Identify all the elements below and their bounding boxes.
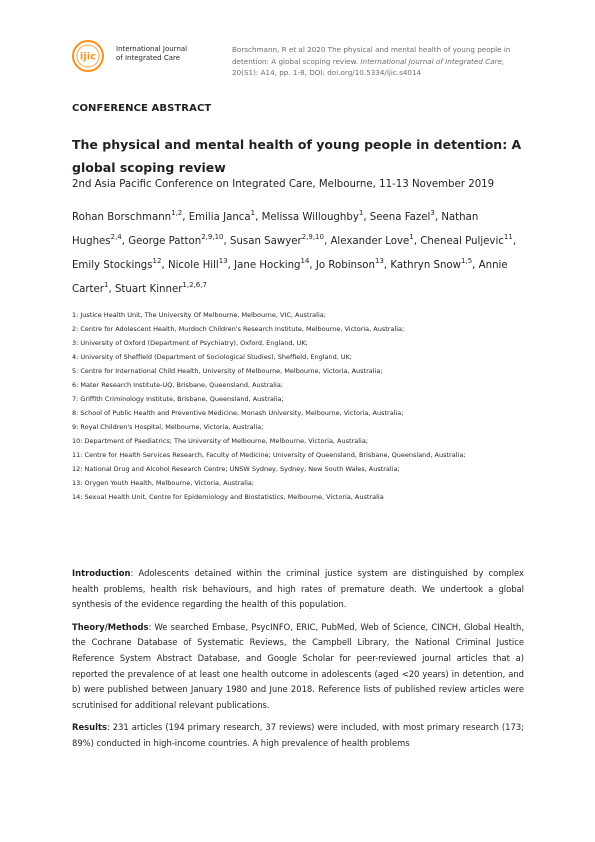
- author-name: Nicole Hill: [167, 260, 219, 271]
- affiliation-list: [72, 308, 532, 504]
- author-name: Melissa Willoughby: [261, 212, 359, 223]
- author-entry: [167, 257, 235, 271]
- author-entry: [72, 209, 189, 223]
- author-separator: ,: [309, 260, 316, 271]
- author-name: Alexander Love: [330, 236, 410, 247]
- author-name: Emilia Janca: [188, 212, 251, 223]
- author-affiliation-number: 2,9,10: [201, 233, 224, 241]
- author-separator: ,: [182, 212, 189, 223]
- abstract-introduction: [72, 566, 524, 613]
- results-text: : 231 articles (194 primary research, 37 reviews) were included, with most primary research (173; 89%) conducted in high-income countries. A high prevalence of health problems: [72, 722, 524, 748]
- author-affiliation-number: 1,2,6,7: [182, 281, 207, 289]
- author-separator: ,: [223, 236, 230, 247]
- affiliation-item: 13: Orygen Youth Health, Melbourne, Victoria, Australia;: [72, 479, 255, 487]
- author-separator: ,: [323, 236, 331, 247]
- author-affiliation-number: 1: [104, 281, 109, 289]
- affiliation-item: 7: Griffith Criminology Institute, Brisbane, Queensland, Australia;: [72, 395, 284, 403]
- author-affiliation-number: 1,5: [461, 257, 473, 265]
- author-separator: ,: [108, 284, 115, 295]
- journal-name-line-2: of Integrated Care: [116, 54, 181, 62]
- author-name: Jo Robinson: [315, 260, 375, 271]
- author-list: [72, 206, 532, 302]
- citation-journal: International Journal of Integrated Care,: [360, 56, 505, 66]
- conference-line: 2nd Asia Pacific Conference on Integrated Care, Melbourne, 11-13 November 2019: [72, 179, 495, 190]
- results-heading: Results: [72, 722, 107, 733]
- author-affiliation-number: 1: [409, 233, 414, 241]
- journal-name: [116, 45, 187, 63]
- author-entry: [229, 233, 331, 247]
- author-name: Emily Stockings: [72, 260, 153, 271]
- affiliation-item: 2: Centre for Adolescent Health, Murdoch Children's Research Institute, Melbourne, Victoria, Australia;: [72, 325, 405, 333]
- author-entry: [234, 257, 316, 271]
- affiliation-item: 3: University of Oxford (Department of Psychiatry), Oxford, England, UK;: [72, 339, 308, 347]
- methods-heading: Theory/Methods: [72, 621, 149, 632]
- author-name: Susan Sawyer: [229, 236, 302, 247]
- author-name: Seena Fazel: [369, 212, 431, 223]
- author-separator: ,: [121, 236, 129, 247]
- author-separator: ,: [434, 212, 442, 223]
- affiliation-item: 4: University of Sheffield (Department of Sociological Studies), Sheffield, England, UK;: [72, 353, 353, 361]
- logo-mark: ijic: [79, 51, 97, 63]
- author-affiliation-number: 2,4: [110, 233, 122, 241]
- author-entry: [390, 257, 479, 271]
- abstract-results: [72, 720, 524, 751]
- affiliation-item: 12: National Drug and Alcohol Research Centre; UNSW Sydney, Sydney, New South Wales, Australia;: [72, 465, 400, 473]
- author-entry: [128, 233, 230, 247]
- affiliation-item: 9: Royal Children's Hospital, Melbourne, Victoria, Australia;: [72, 423, 264, 431]
- affiliation-item: 1: Justice Health Unit, The University Of Melbourne, Melbourne, VIC, Australia;: [72, 311, 326, 319]
- author-separator: ,: [161, 260, 168, 271]
- introduction-heading: Introduction: [72, 568, 131, 578]
- author-affiliation-number: 13: [218, 257, 228, 265]
- author-entry: [72, 257, 168, 271]
- author-entry: [420, 233, 517, 247]
- citation-pre: Borschmann, R et al 2020 The physical and mental health of young people in detention: A global scoping review.: [232, 45, 511, 66]
- author-entry: [330, 233, 421, 247]
- introduction-text: : Adolescents detained within the criminal justice system are distinguished by complex health problems, health risk behaviours, and high rates of premature death. We undertook a global synthesis of the evidence regarding the health of this population.: [72, 568, 524, 610]
- author-affiliation-number: 11: [503, 233, 513, 241]
- journal-name-line-1: International Journal: [116, 45, 188, 53]
- author-separator: ,: [255, 212, 262, 223]
- author-separator: ,: [383, 260, 391, 271]
- author-entry: [188, 209, 262, 223]
- author-affiliation-number: 12: [152, 257, 162, 265]
- author-separator: ,: [363, 212, 370, 223]
- section-label: CONFERENCE ABSTRACT: [72, 103, 212, 114]
- author-separator: ,: [512, 236, 517, 247]
- abstract-methods: [72, 620, 524, 714]
- affiliation-item: 5: Centre for International Child Health, University of Melbourne, Melbourne, Victoria, Australia;: [72, 367, 383, 375]
- author-name: Nathan Hughes: [72, 212, 479, 247]
- citation-post: 20(S1): A14, pp. 1-8, DOI: doi.org/10.5334/ijic.s4014: [232, 68, 422, 77]
- author-separator: ,: [472, 260, 479, 271]
- author-affiliation-number: 1: [250, 209, 256, 217]
- affiliation-item: 11: Centre for Health Services Research, Faculty of Medicine; University of Queensland, Brisbane, Queensland, Australia;: [72, 451, 466, 459]
- author-name: Cheneal Puljevic: [420, 236, 504, 247]
- author-name: Stuart Kinner: [114, 284, 183, 295]
- affiliation-item: 6: Mater Research Institute-UQ, Brisbane, Queensland, Australia;: [72, 381, 284, 389]
- author-affiliation-number: 14: [300, 257, 310, 265]
- article-title: The physical and mental health of young people in detention: A global scoping review: [72, 137, 522, 175]
- author-name: Jane Hocking: [234, 260, 301, 271]
- author-separator: ,: [413, 236, 421, 247]
- author-affiliation-number: 1: [358, 209, 364, 217]
- affiliation-item: 14: Sexual Health Unit, Centre for Epidemiology and Biostatistics, Melbourne, Victoria, Australia: [72, 493, 384, 501]
- methods-text: : We searched Embase, PsycINFO, ERIC, PubMed, Web of Science, CINCH, Global Health, the Cochrane Database of Systematic Reviews, the Campbell Library, the National Criminal Justice Reference System Abstract Database, and Google Scholar for peer-reviewed journal articles that a) reported the prevalence of at least one health outcome in adolescents (aged <20 years) in detention, and b) were published between January 1980 and June 2018. Reference lists of published review articles were scrutinised for additional relevant publications.: [72, 621, 524, 710]
- affiliation-item: 8: School of Public Health and Preventive Medicine, Monash University, Melbourne, Victoria, Australia;: [72, 409, 404, 417]
- author-affiliation-number: 1,2: [171, 209, 183, 217]
- author-name: Annie Carter: [72, 260, 508, 295]
- author-entry: [261, 209, 370, 223]
- author-name: Rohan Borschmann: [72, 212, 172, 223]
- affiliation-item: 10: Department of Paediatrics; The University of Melbourne, Melbourne, Victoria, Australia;: [72, 437, 369, 445]
- author-name: Kathryn Snow: [390, 260, 462, 271]
- author-name: George Patton: [128, 236, 202, 247]
- author-separator: ,: [227, 260, 235, 271]
- author-affiliation-number: 13: [375, 257, 384, 265]
- author-affiliation-number: 3: [430, 209, 435, 217]
- abstract-body: [72, 566, 524, 759]
- author-entry: [315, 257, 391, 271]
- author-affiliation-number: 2,9,10: [301, 233, 324, 241]
- author-entry: [369, 209, 442, 223]
- author-entry: [114, 281, 207, 295]
- citation: [232, 44, 532, 79]
